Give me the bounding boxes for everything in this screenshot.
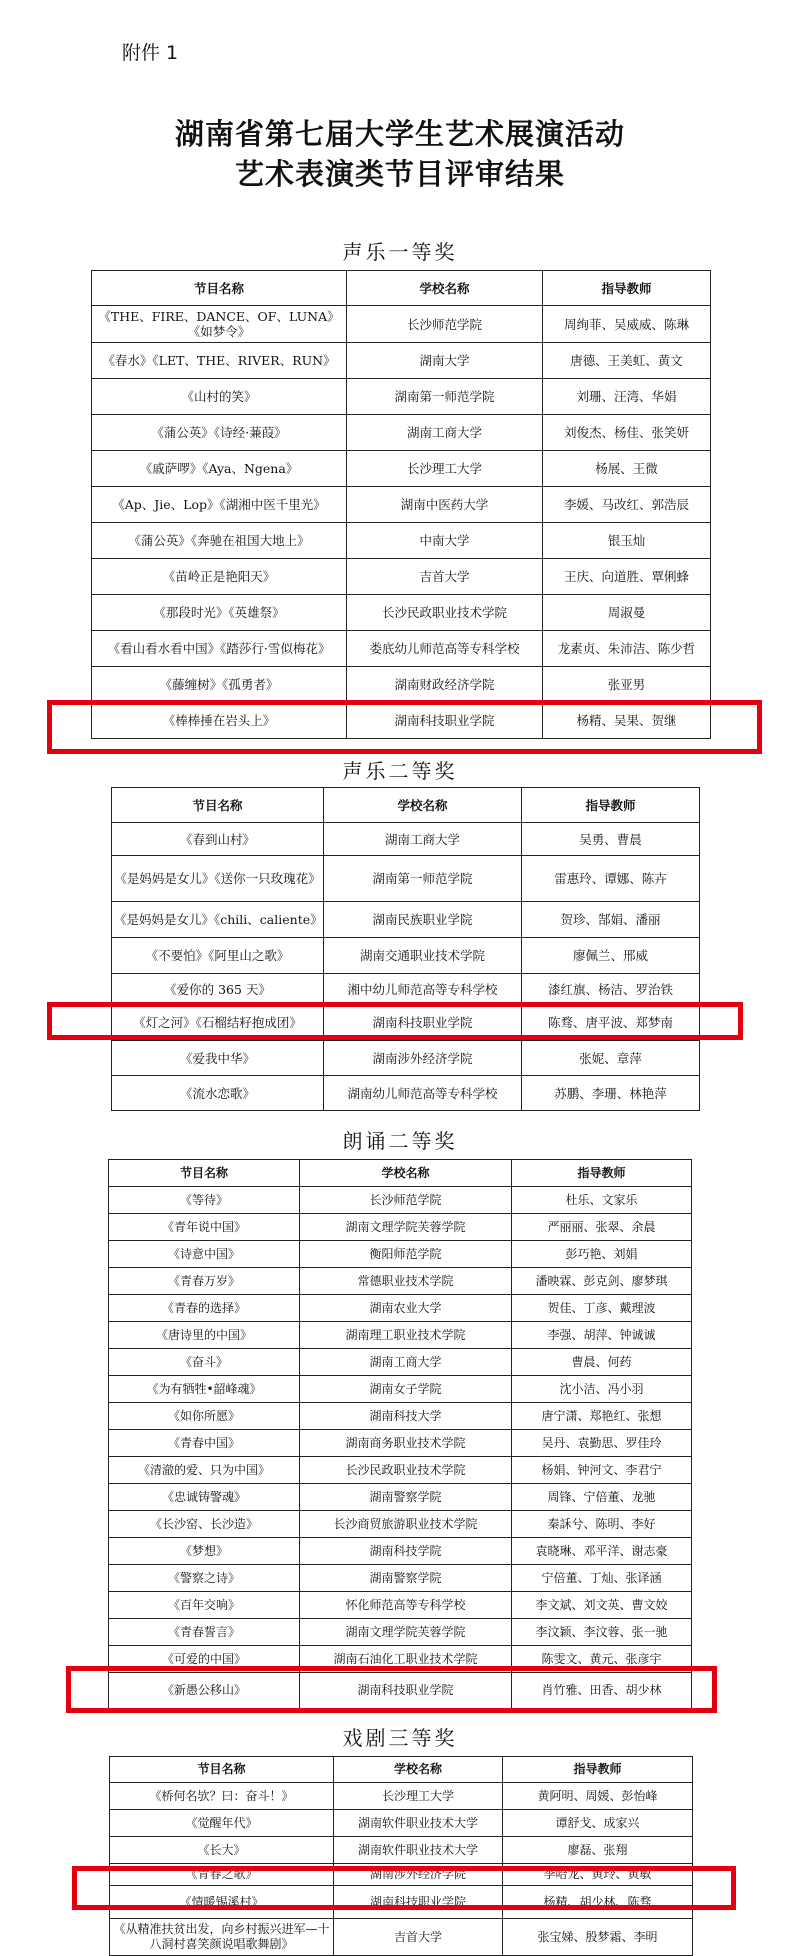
table-row [110, 1810, 693, 1837]
teacher-cell: 李文斌、刘文英、曹文姣 [512, 1592, 692, 1619]
award-table [109, 1756, 693, 1956]
highlight-box [47, 700, 762, 754]
teacher-cell: 陈骛、唐平波、郑梦南 [522, 1005, 700, 1041]
teacher-cell: 张亚男 [543, 667, 711, 703]
header-school: 学校名称 [300, 1160, 512, 1187]
school-cell: 长沙理工大学 [334, 1783, 503, 1810]
school-cell: 湖南涉外经济学院 [334, 1864, 503, 1886]
program-cell: 《山村的笑》 [92, 379, 347, 415]
header-school: 学校名称 [347, 271, 543, 306]
program-cell: 《可爱的中国》 [109, 1646, 300, 1673]
table-row [112, 823, 700, 856]
program-cell: 《春到山村》 [112, 823, 324, 856]
school-cell: 娄底幼儿师范高等专科学校 [347, 631, 543, 667]
document-title-line-1: 湖南省第七届大学生艺术展演活动 [174, 117, 625, 151]
school-cell: 湖南第一师范学院 [347, 379, 543, 415]
teacher-cell: 谭舒戈、成家兴 [503, 1810, 693, 1837]
teacher-cell: 肖竹雅、田香、胡少林 [512, 1673, 692, 1709]
table-row [92, 667, 711, 703]
table-header-row [92, 271, 711, 306]
school-cell: 湖南民族职业学院 [324, 902, 522, 938]
table-row [109, 1538, 692, 1565]
award-table [111, 787, 700, 1111]
table-header-row [112, 788, 700, 823]
program-cell: 《诗意中国》 [109, 1241, 300, 1268]
teacher-cell: 李哈龙、黄玲、黄敏 [503, 1864, 693, 1886]
table-row [109, 1295, 692, 1322]
school-cell: 长沙师范学院 [300, 1187, 512, 1214]
program-cell: 《THE、FIRE、DANCE、OF、LUNA》《如梦令》 [92, 306, 347, 343]
header-program: 节目名称 [92, 271, 347, 306]
school-cell: 长沙民政职业技术学院 [300, 1457, 512, 1484]
school-cell: 湖南中医药大学 [347, 487, 543, 523]
school-cell: 湖南科技职业学院 [300, 1673, 512, 1709]
program-cell: 《长沙窑、长沙造》 [109, 1511, 300, 1538]
highlight-box [47, 1002, 743, 1040]
teacher-cell: 贺佳、丁彦、戴理波 [512, 1295, 692, 1322]
table-row [109, 1214, 692, 1241]
school-cell: 长沙师范学院 [347, 306, 543, 343]
school-cell: 湖南警察学院 [300, 1484, 512, 1511]
program-cell: 《警察之诗》 [109, 1565, 300, 1592]
table-row [110, 1919, 693, 1956]
table-row [109, 1511, 692, 1538]
school-cell: 湖南科技职业学院 [347, 703, 543, 739]
teacher-cell: 杨精、吴果、贺继 [543, 703, 711, 739]
program-cell: 《清澈的爱、只为中国》 [109, 1457, 300, 1484]
school-cell: 湖南涉外经济学院 [324, 1041, 522, 1076]
section-title: 戏剧三等奖 [342, 1726, 458, 1750]
highlight-box [72, 1866, 736, 1910]
teacher-cell: 王庆、向道胜、覃俐蜂 [543, 559, 711, 595]
program-cell: 《Ap、Jie、Lop》《湖湘中医千里光》 [92, 487, 347, 523]
teacher-cell: 杨娟、钟河文、李君宁 [512, 1457, 692, 1484]
table-row [109, 1403, 692, 1430]
program-cell: 《蒲公英》《奔驰在祖国大地上》 [92, 523, 347, 559]
teacher-cell: 李媛、马改红、郭浩辰 [543, 487, 711, 523]
teacher-cell: 龙素贞、朱沛洁、陈少哲 [543, 631, 711, 667]
table-row [110, 1783, 693, 1810]
school-cell: 湖南大学 [347, 343, 543, 379]
school-cell: 长沙商贸旅游职业技术学院 [300, 1511, 512, 1538]
table-row [109, 1619, 692, 1646]
header-teacher: 指导教师 [503, 1757, 693, 1783]
program-cell: 《春水》《LET、THE、RIVER、RUN》 [92, 343, 347, 379]
program-cell: 《情暖锡溪村》 [110, 1886, 334, 1919]
teacher-cell: 唐宁潇、郑艳红、张想 [512, 1403, 692, 1430]
school-cell: 湖南理工职业技术学院 [300, 1322, 512, 1349]
program-cell: 《忠诚铸警魂》 [109, 1484, 300, 1511]
table-row [112, 1076, 700, 1111]
program-cell: 《流水恋歌》 [112, 1076, 324, 1111]
teacher-cell: 潘映霖、彭克剑、廖梦琪 [512, 1268, 692, 1295]
table-row [109, 1268, 692, 1295]
program-cell: 《唐诗里的中国》 [109, 1322, 300, 1349]
school-cell: 湖南警察学院 [300, 1565, 512, 1592]
school-cell: 湖南工商大学 [324, 823, 522, 856]
program-cell: 《等待》 [109, 1187, 300, 1214]
program-cell: 《青春的选择》 [109, 1295, 300, 1322]
teacher-cell: 杨展、王微 [543, 451, 711, 487]
school-cell: 湘中幼儿师范高等专科学校 [324, 974, 522, 1005]
program-cell: 《桥何名欤？曰：奋斗！》 [110, 1783, 334, 1810]
program-cell: 《青年说中国》 [109, 1214, 300, 1241]
school-cell: 湖南石油化工职业技术学院 [300, 1646, 512, 1673]
school-cell: 湖南工商大学 [347, 415, 543, 451]
program-cell: 《是妈妈是女儿》《送你一只玫瑰花》 [112, 856, 324, 902]
school-cell: 湖南女子学院 [300, 1376, 512, 1403]
program-cell: 《爱我中华》 [112, 1041, 324, 1076]
teacher-cell: 黄阿明、周媛、彭怡峰 [503, 1783, 693, 1810]
table-row [109, 1241, 692, 1268]
table-row [109, 1592, 692, 1619]
school-cell: 湖南科技职业学院 [334, 1886, 503, 1919]
school-cell: 湖南科技学院 [300, 1538, 512, 1565]
table-row [112, 902, 700, 938]
program-cell: 《是妈妈是女儿》《chili、caliente》 [112, 902, 324, 938]
program-cell: 《戚萨啰》《Aya、Ngena》 [92, 451, 347, 487]
table-row [92, 523, 711, 559]
teacher-cell: 苏鹏、李珊、林艳萍 [522, 1076, 700, 1111]
table-row [92, 487, 711, 523]
program-cell: 《那段时光》《英雄祭》 [92, 595, 347, 631]
program-cell: 《奋斗》 [109, 1349, 300, 1376]
teacher-cell: 漆红旗、杨洁、罗治铁 [522, 974, 700, 1005]
teacher-cell: 宁倍董、丁灿、张译涵 [512, 1565, 692, 1592]
highlight-box [66, 1666, 717, 1713]
school-cell: 湖南软件职业技术大学 [334, 1837, 503, 1864]
teacher-cell: 严丽丽、张翠、余晨 [512, 1214, 692, 1241]
teacher-cell: 廖佩兰、邢威 [522, 938, 700, 974]
teacher-cell: 曹晨、何药 [512, 1349, 692, 1376]
teacher-cell: 唐德、王美虹、黄文 [543, 343, 711, 379]
teacher-cell: 刘珊、汪湾、华娟 [543, 379, 711, 415]
school-cell: 长沙民政职业技术学院 [347, 595, 543, 631]
header-school: 学校名称 [324, 788, 522, 823]
table-row [109, 1187, 692, 1214]
school-cell: 湖南幼儿师范高等专科学校 [324, 1076, 522, 1111]
school-cell: 湖南文理学院芙蓉学院 [300, 1619, 512, 1646]
school-cell: 吉首大学 [334, 1919, 503, 1956]
program-cell: 《不要怕》《阿里山之歌》 [112, 938, 324, 974]
school-cell: 湖南商务职业技术学院 [300, 1430, 512, 1457]
table-row [92, 306, 711, 343]
header-school: 学校名称 [334, 1757, 503, 1783]
header-program: 节目名称 [110, 1757, 334, 1783]
table-row [112, 974, 700, 1005]
school-cell: 怀化师范高等专科学校 [300, 1592, 512, 1619]
teacher-cell: 张妮、章萍 [522, 1041, 700, 1076]
table-row [92, 595, 711, 631]
table-row [109, 1430, 692, 1457]
program-cell: 《青春万岁》 [109, 1268, 300, 1295]
teacher-cell: 吴勇、曹晨 [522, 823, 700, 856]
school-cell: 湖南软件职业技术大学 [334, 1810, 503, 1837]
table-row [112, 856, 700, 902]
teacher-cell: 周锋、宁倍董、龙驰 [512, 1484, 692, 1511]
program-cell: 《蒲公英》《诗经·蒹葭》 [92, 415, 347, 451]
table-row [92, 415, 711, 451]
program-cell: 《青春誓言》 [109, 1619, 300, 1646]
teacher-cell: 吴丹、袁勤思、罗佳玲 [512, 1430, 692, 1457]
table-row [109, 1376, 692, 1403]
table-row [112, 938, 700, 974]
program-cell: 《看山看水看中国》《踏莎行·雪似梅花》 [92, 631, 347, 667]
school-cell: 湖南农业大学 [300, 1295, 512, 1322]
school-cell: 湖南第一师范学院 [324, 856, 522, 902]
teacher-cell: 李强、胡萍、钟诚诚 [512, 1322, 692, 1349]
teacher-cell: 秦訸兮、陈明、李好 [512, 1511, 692, 1538]
table-header-row [110, 1757, 693, 1783]
section-title: 朗诵二等奖 [342, 1129, 458, 1153]
document-title-line-2: 艺术表演类节目评审结果 [234, 157, 565, 191]
table-row [109, 1484, 692, 1511]
program-cell: 《棒棒捶在岩头上》 [92, 703, 347, 739]
teacher-cell: 刘俊杰、杨佳、张笑妍 [543, 415, 711, 451]
table-header-row [109, 1160, 692, 1187]
teacher-cell: 杜乐、文家乐 [512, 1187, 692, 1214]
table-row [92, 631, 711, 667]
program-cell: 《灯之河》《石榴结籽抱成团》 [112, 1005, 324, 1041]
teacher-cell: 沈小洁、冯小羽 [512, 1376, 692, 1403]
table-row [110, 1837, 693, 1864]
program-cell: 《长大》 [110, 1837, 334, 1864]
table-row [109, 1349, 692, 1376]
table-row [109, 1565, 692, 1592]
program-cell: 《百年交响》 [109, 1592, 300, 1619]
school-cell: 长沙理工大学 [347, 451, 543, 487]
table-row [109, 1457, 692, 1484]
table-row [112, 1041, 700, 1076]
table-row [92, 379, 711, 415]
teacher-cell: 张宝娣、殷梦霜、李明 [503, 1919, 693, 1956]
attachment-label: 附件 1 [122, 42, 179, 64]
teacher-cell: 杨精、胡少林、陈骛 [503, 1886, 693, 1919]
table-row [92, 451, 711, 487]
header-teacher: 指导教师 [543, 271, 711, 306]
award-table [91, 270, 711, 739]
teacher-cell: 周绚菲、吴威威、陈琳 [543, 306, 711, 343]
award-table [108, 1159, 692, 1709]
school-cell: 湖南财政经济学院 [347, 667, 543, 703]
program-cell: 《为有牺牲•韶峰魂》 [109, 1376, 300, 1403]
program-cell: 《爱你的 365 天》 [112, 974, 324, 1005]
teacher-cell: 陈雯文、黄元、张彦宇 [512, 1646, 692, 1673]
program-cell: 《觉醒年代》 [110, 1810, 334, 1837]
section-title: 声乐二等奖 [342, 759, 458, 783]
header-program: 节目名称 [109, 1160, 300, 1187]
school-cell: 常德职业技术学院 [300, 1268, 512, 1295]
program-cell: 《藤缠树》《孤勇者》 [92, 667, 347, 703]
table-row [109, 1322, 692, 1349]
program-cell: 《新愚公移山》 [109, 1673, 300, 1709]
program-cell: 《青春中国》 [109, 1430, 300, 1457]
school-cell: 湖南文理学院芙蓉学院 [300, 1214, 512, 1241]
table-row [92, 559, 711, 595]
teacher-cell: 银玉灿 [543, 523, 711, 559]
table-row [92, 343, 711, 379]
program-cell: 《苗岭正是艳阳天》 [92, 559, 347, 595]
program-cell: 《如你所愿》 [109, 1403, 300, 1430]
program-cell: 《从精准扶贫出发，向乡村振兴进军—十八洞村喜笑颜说唱歌舞剧》 [110, 1919, 334, 1956]
teacher-cell: 彭巧艳、刘娟 [512, 1241, 692, 1268]
teacher-cell: 贺珍、郜娟、潘丽 [522, 902, 700, 938]
school-cell: 湖南科技职业学院 [324, 1005, 522, 1041]
school-cell: 吉首大学 [347, 559, 543, 595]
school-cell: 湖南交通职业技术学院 [324, 938, 522, 974]
school-cell: 湖南科技大学 [300, 1403, 512, 1430]
header-teacher: 指导教师 [522, 788, 700, 823]
program-cell: 《梦想》 [109, 1538, 300, 1565]
school-cell: 衡阳师范学院 [300, 1241, 512, 1268]
teacher-cell: 李汶颖、李汶蓉、张一驰 [512, 1619, 692, 1646]
school-cell: 中南大学 [347, 523, 543, 559]
section-title: 声乐一等奖 [342, 240, 458, 264]
teacher-cell: 廖磊、张翔 [503, 1837, 693, 1864]
header-program: 节目名称 [112, 788, 324, 823]
header-teacher: 指导教师 [512, 1160, 692, 1187]
program-cell: 《青春之歌》 [110, 1864, 334, 1886]
teacher-cell: 袁晓琳、邓平洋、谢志豪 [512, 1538, 692, 1565]
teacher-cell: 周淑曼 [543, 595, 711, 631]
teacher-cell: 雷惠玲、谭娜、陈卉 [522, 856, 700, 902]
school-cell: 湖南工商大学 [300, 1349, 512, 1376]
